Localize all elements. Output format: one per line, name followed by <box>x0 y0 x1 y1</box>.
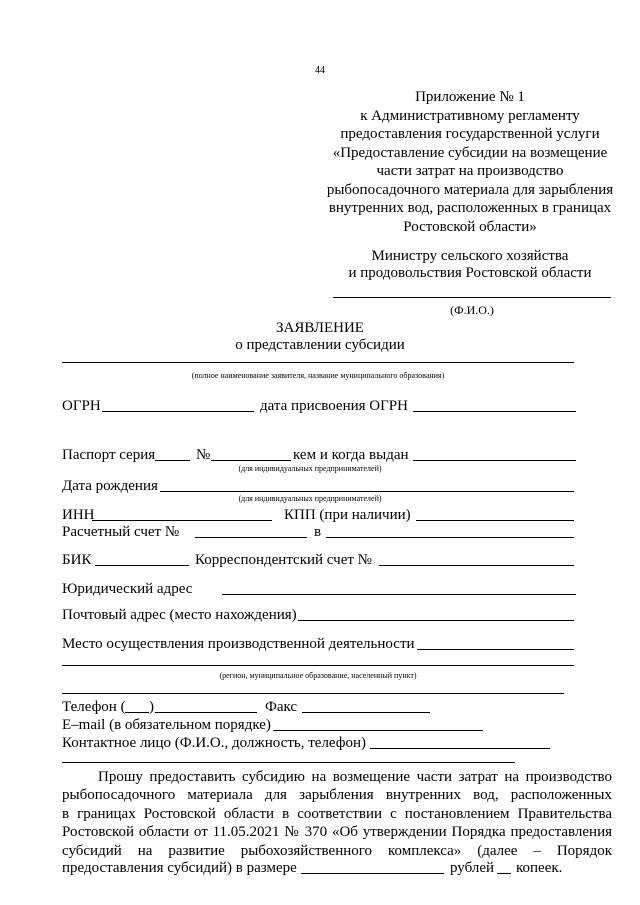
email-label: E–mail (в обязательном порядке) <box>62 717 271 733</box>
appendix-line: рыбопосадочного материала для зарыбления <box>326 181 614 198</box>
appendix-line: Приложение № 1 <box>415 89 525 105</box>
appendix-line: к Административному регламенту <box>360 107 580 124</box>
bank-label: в <box>314 524 322 540</box>
appendix-line: части затрат на производство <box>376 163 564 179</box>
legal-address-field[interactable] <box>222 594 576 595</box>
corr-account-field[interactable] <box>379 565 574 566</box>
request-line: в границах Ростовской области в соответствии с постановлением Правительства <box>62 805 612 822</box>
extra-line[interactable] <box>62 693 564 694</box>
birth-date-label: Дата рождения <box>62 478 158 494</box>
phone-paren: ) <box>149 699 154 715</box>
applicant-name-line[interactable] <box>62 362 574 363</box>
passport-number-label: № <box>196 447 211 463</box>
fio-underline[interactable] <box>333 297 611 298</box>
bik-field[interactable] <box>95 565 189 566</box>
issued-by-field[interactable] <box>413 460 576 461</box>
amount-rubles-field[interactable] <box>301 873 444 874</box>
ogrn-date-label: дата присвоения ОГРН <box>260 398 408 414</box>
legal-address-label: Юридический адрес <box>62 581 193 597</box>
passport-series-field[interactable] <box>155 460 190 461</box>
phone-label: Телефон ( <box>62 699 126 715</box>
request-line: Прошу предоставить субсидию на возмещение части затрат на производство <box>98 769 612 785</box>
appendix-line: Ростовской области» <box>403 218 537 235</box>
account-label: Расчетный счет № <box>62 524 180 540</box>
ogrn-date-field[interactable] <box>413 411 576 412</box>
postal-address-field[interactable] <box>298 620 574 621</box>
amount-kopecks-field[interactable] <box>497 873 511 874</box>
appendix-line: предоставления государственной услуги <box>340 126 600 142</box>
appendix-line: внутренних вод, расположенных в границах <box>328 200 612 216</box>
kpp-label: КПП (при наличии) <box>284 507 411 523</box>
activity-place-label: Место осуществления производственной деятельности <box>62 636 415 652</box>
document-title: ЗАЯВЛЕНИЕ <box>276 320 364 336</box>
applicant-name-caption: (полное наименование заявителя, название муниципального образования) <box>191 371 445 380</box>
appendix-line: «Предоставление субсидии на возмещение <box>332 144 608 161</box>
addressee-line: Министру сельского хозяйства <box>371 248 569 264</box>
document-subtitle: о представлении субсидии <box>235 337 405 353</box>
fax-field[interactable] <box>302 712 430 713</box>
request-line: Ростовской области от 11.05.2021 № 370 «Об утверждении Порядка предоставления <box>62 824 612 841</box>
page-number: 44 <box>315 65 325 76</box>
ip-caption: (для индивидуальных предпринимателей) <box>238 494 382 503</box>
request-line: рыбопосадочного материала для зарыбления внутренних вод, расположенных <box>62 787 612 804</box>
contact-label: Контактное лицо (Ф.И.О., должность, телефон) <box>62 735 367 751</box>
activity-place-field-continued[interactable] <box>62 665 574 666</box>
email-field[interactable] <box>273 730 483 731</box>
activity-place-field[interactable] <box>417 649 574 650</box>
ogrn-label: ОГРН <box>62 398 101 414</box>
addressee-line: и продовольствия Ростовской области <box>348 265 592 281</box>
postal-address-label: Почтовый адрес (место нахождения) <box>62 607 297 623</box>
corr-account-label: Корреспондентский счет № <box>195 552 372 568</box>
kpp-field[interactable] <box>416 520 574 521</box>
fio-caption: (Ф.И.О.) <box>450 303 494 317</box>
appendix-header <box>300 89 640 237</box>
region-caption: (регион, муниципальное образование, населенный пункт) <box>219 671 417 680</box>
phone-field[interactable] <box>155 712 257 713</box>
bik-label: БИК <box>62 552 92 568</box>
ogrn-field[interactable] <box>102 411 254 412</box>
phone-code-field[interactable] <box>125 712 149 713</box>
request-line: субсидий на развитие рыбохозяйственного комплекса» (далее – Порядок <box>62 842 612 859</box>
bank-field[interactable] <box>326 537 574 538</box>
birth-date-field[interactable] <box>160 491 574 492</box>
inn-field[interactable] <box>92 520 272 521</box>
issued-by-label: кем и когда выдан <box>293 447 409 463</box>
contact-field-continued[interactable] <box>62 762 515 763</box>
kopecks-label: копеек. <box>516 860 563 876</box>
passport-number-field[interactable] <box>211 460 291 461</box>
fax-label: Факс <box>265 699 298 715</box>
amount-label: предоставления субсидий) в размере <box>62 860 297 876</box>
rubles-label: рублей <box>450 860 495 876</box>
contact-field[interactable] <box>370 748 550 749</box>
request-paragraph <box>62 768 612 860</box>
ip-caption: (для индивидуальных предпринимателей) <box>238 464 382 473</box>
account-field[interactable] <box>195 537 307 538</box>
inn-label: ИНН <box>62 507 95 523</box>
passport-series-label: Паспорт серия <box>62 447 156 463</box>
